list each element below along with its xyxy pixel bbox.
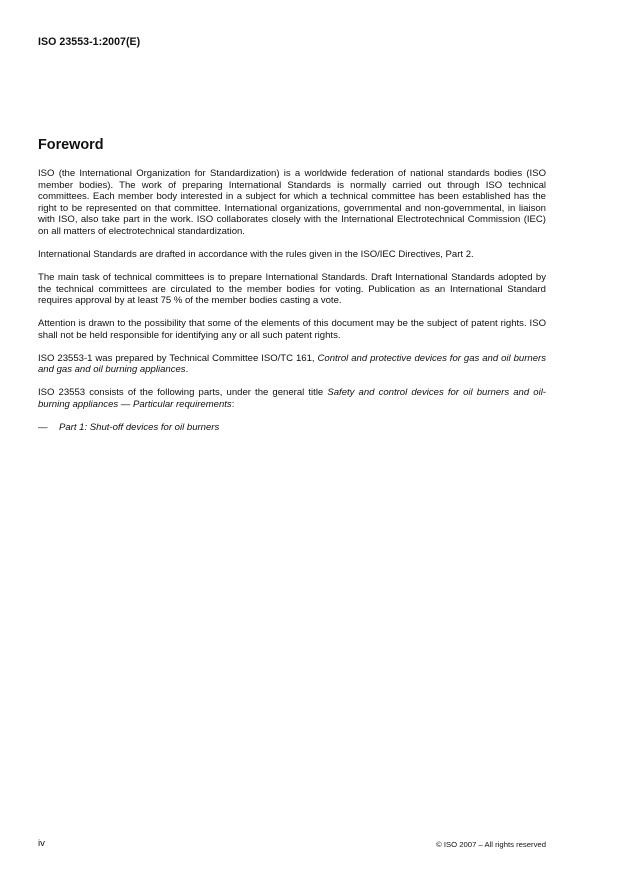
list-dash-icon: —: [38, 421, 48, 433]
page-number: iv: [38, 838, 45, 849]
foreword-body: [38, 168, 546, 433]
paragraph-prepared-by: [38, 353, 546, 376]
prepared-by-tail: .: [185, 364, 189, 376]
committee-title: Control and protective devices for gas and oil burners and gas and oil burning appliances: [38, 352, 546, 376]
part-title: Part 1: Shut-off devices for oil burners: [59, 421, 220, 433]
parts-intro-tail: :: [231, 398, 235, 410]
section-title: Foreword: [38, 137, 104, 153]
paragraph-iso-description: ISO (the International Organization for Standardization) is a worldwide federation of national standards bodies (ISO member bodies). The work of preparing International Standards is normally carried out through ISO technical committees. Each member body interested in a subject for which a technical committee has been established has the right to be represented on that committee. International organizations, governmental and non-governmental, in liaison with ISO, also take part in the work. ISO collaborates closely with the International Electrotechnical Commission (IEC) on all matters of electrotechnical standardization.: [38, 168, 546, 237]
parts-list-item: [38, 422, 546, 434]
document-id-header: ISO 23553-1:2007(E): [38, 36, 141, 48]
prepared-by-lead: ISO 23553-1 was prepared by Technical Committee ISO/TC 161,: [38, 352, 318, 364]
general-title: Safety and control devices for oil burners and oil-burning appliances — Particular requirements: [38, 387, 546, 410]
paragraph-committee-task: The main task of technical committees is to prepare International Standards. Draft International Standards adopted by the technical committees are circulated to the member bodies for voting. Publication as an International Standard requires approval by at least 75 % of the member bodies casting a vote.: [38, 271, 546, 307]
paragraph-patent-rights: Attention is drawn to the possibility that some of the elements of this document may be the subject of patent rights. ISO shall not be held responsible for identifying any or all such patent rights.: [38, 318, 546, 341]
copyright-notice: © ISO 2007 – All rights reserved: [436, 840, 546, 849]
parts-intro-lead: ISO 23553 consists of the following parts, under the general title: [38, 387, 328, 399]
paragraph-drafting-rules: International Standards are drafted in accordance with the rules given in the ISO/IEC Directives, Part 2.: [38, 248, 474, 260]
paragraph-parts-intro: [38, 387, 546, 410]
